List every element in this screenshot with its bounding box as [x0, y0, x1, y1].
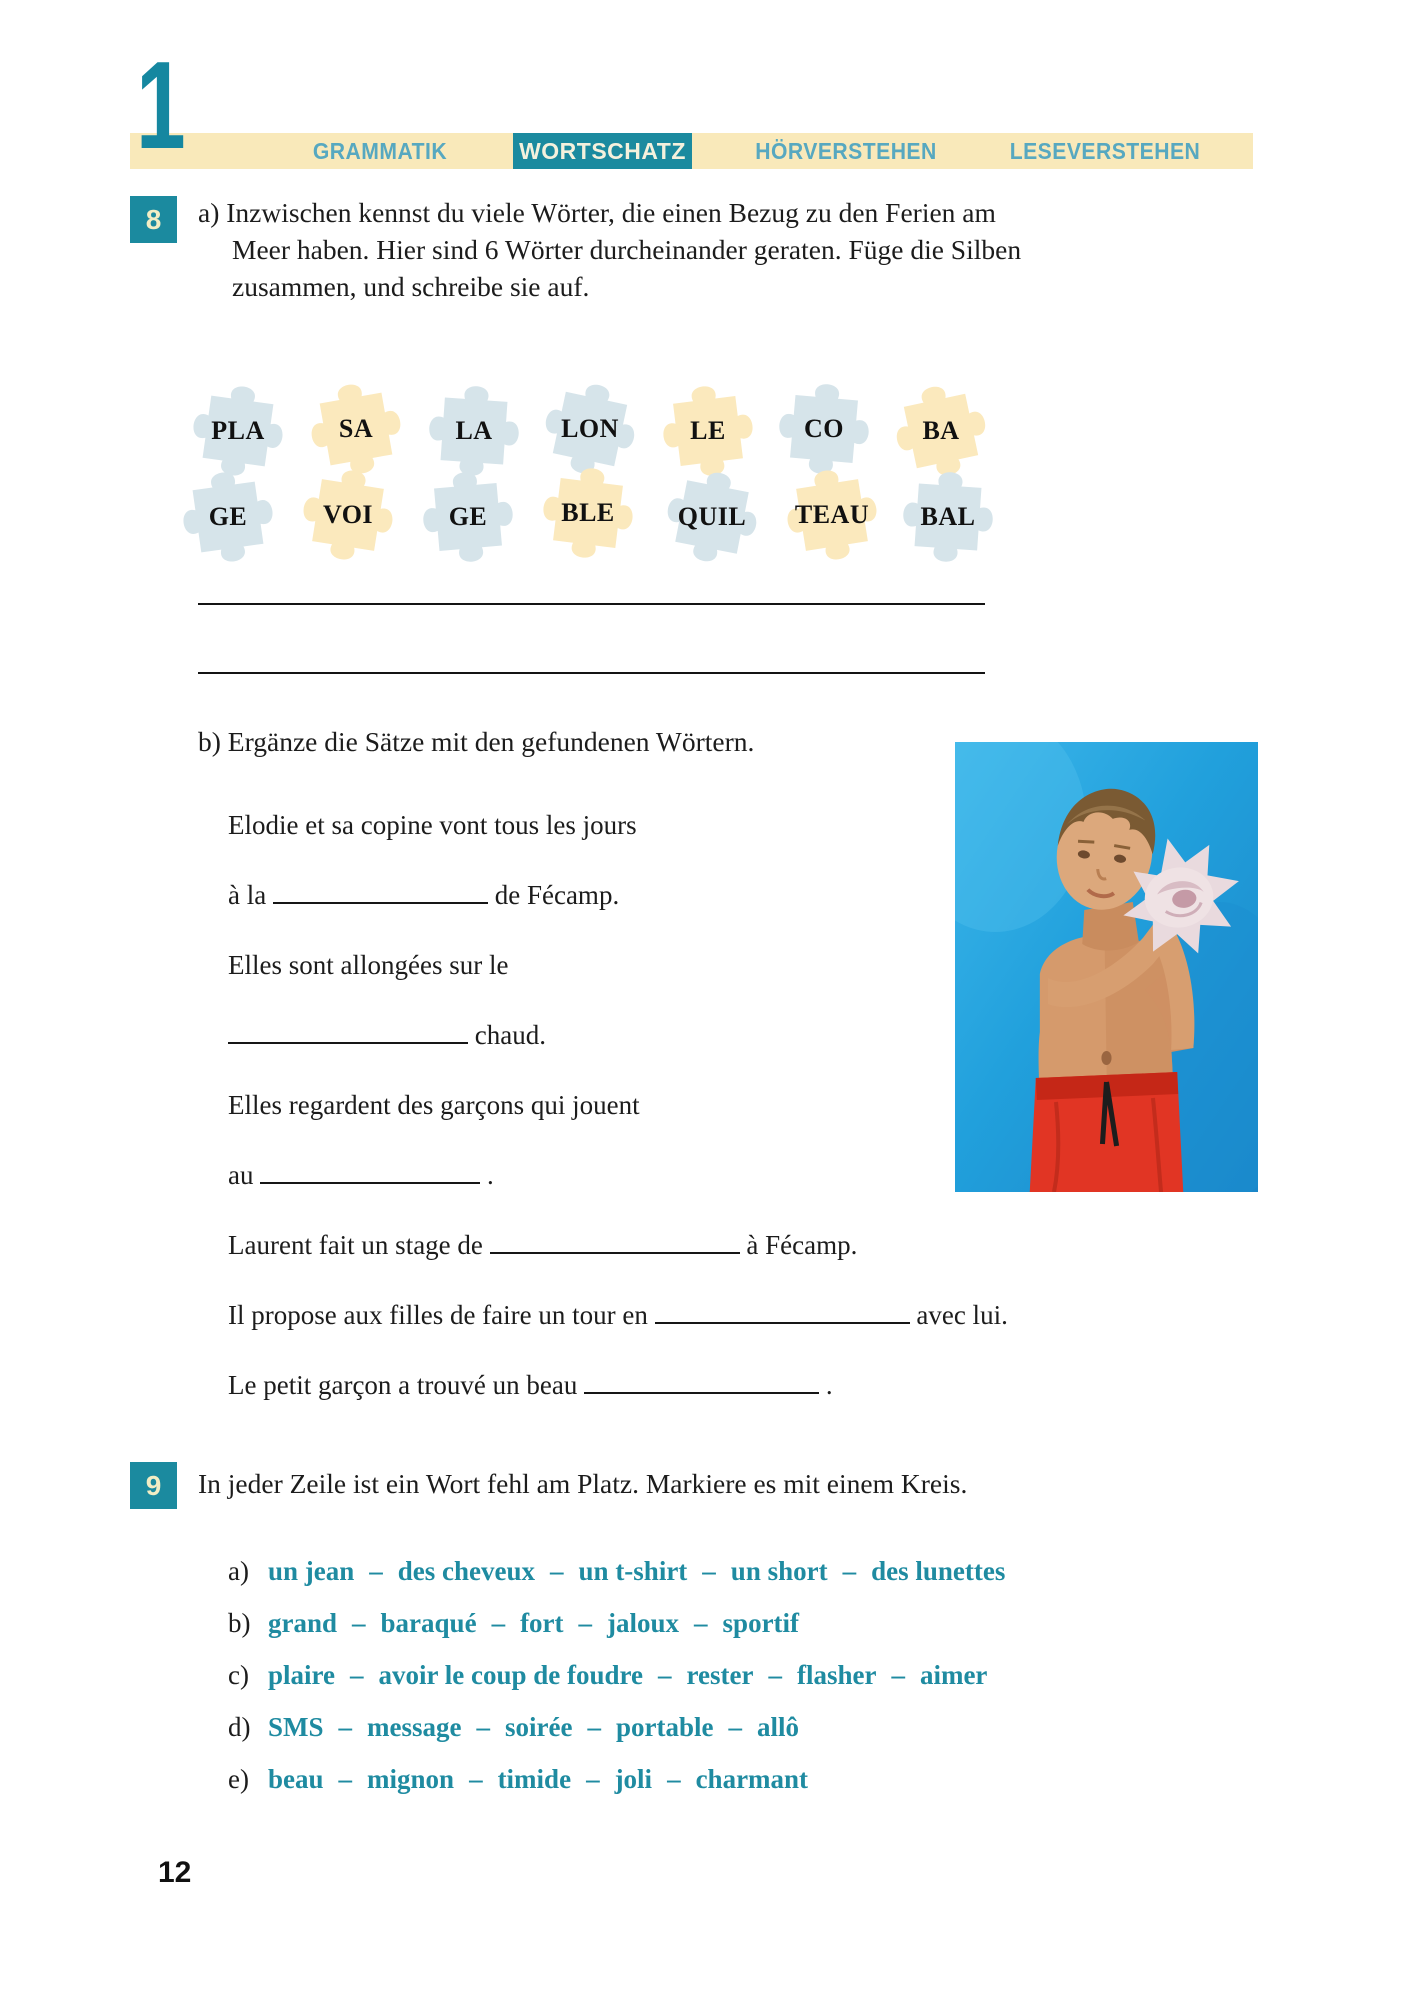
syllable-label: CO: [804, 414, 844, 443]
exercise-8b-text: b) Ergänze die Sätze mit den gefundenen Wörtern.: [198, 726, 755, 757]
word-separator: –: [842, 1556, 857, 1586]
word-row: [228, 1712, 1005, 1748]
row-label: c): [228, 1660, 249, 1690]
word-separator: –: [587, 1712, 601, 1742]
puzzle-piece-icon: [776, 459, 888, 571]
vocabulary-word: jaloux: [607, 1608, 680, 1638]
vocabulary-word: grand: [268, 1608, 338, 1638]
word-separator: –: [891, 1660, 905, 1690]
word-separator: –: [476, 1712, 491, 1742]
puzzle-piece-icon: [532, 457, 644, 569]
word-separator: –: [702, 1556, 716, 1586]
exercise-9-text: In jeder Zeile ist ein Wort fehl am Platz. Markiere es mit einem Kreis.: [198, 1468, 968, 1499]
word-separator: –: [369, 1556, 383, 1586]
syllable-label: LE: [690, 416, 726, 445]
word-separator: –: [550, 1556, 564, 1586]
vocabulary-word: charmant: [695, 1764, 809, 1794]
word-separator: –: [469, 1764, 483, 1794]
sentence-text: de Fécamp.: [487, 880, 620, 910]
exercise-8b-label: b): [198, 726, 221, 757]
sentence-text: Laurent fait un stage de: [228, 1230, 490, 1260]
syllable-label: SA: [338, 414, 374, 443]
vocabulary-word: un t-shirt: [578, 1556, 688, 1586]
sentence-text: Elles sont allongées sur le: [228, 950, 509, 980]
vocabulary-word: mignon: [367, 1764, 455, 1794]
vocabulary-word: allô: [756, 1712, 799, 1742]
exercise-8a-text: a) Inzwischen kennst du viele Wörter, die einen Bezug zu den Ferien am Meer haben. Hier sind 6 Wörter durcheinander geraten. Füge die Silben zusammen, und schreibe sie auf.: [198, 197, 1022, 302]
sentence-line: [228, 1300, 1388, 1337]
tab-leseverstehen: LESEVERSTEHEN: [1009, 138, 1201, 164]
puzzle-piece-icon: [412, 461, 524, 573]
vocabulary-word: soirée: [505, 1712, 573, 1742]
vocabulary-word: fort: [520, 1608, 564, 1638]
vocabulary-word: message: [367, 1712, 462, 1742]
sentence-text: à la: [228, 880, 273, 910]
syllable-label: TEAU: [794, 500, 870, 529]
sentence-line: [228, 1370, 1388, 1407]
word-separator: –: [728, 1712, 742, 1742]
syllable-label: BA: [922, 416, 960, 445]
word-separator: –: [491, 1608, 506, 1638]
word-separator: –: [350, 1660, 364, 1690]
exercise-8-number: 8: [130, 196, 177, 243]
vocabulary-word: flasher: [796, 1660, 877, 1690]
tab-grammatik: GRAMMATIK: [312, 138, 448, 164]
syllable-label: PLA: [211, 416, 265, 445]
page-number: 12: [158, 1856, 192, 1889]
vocabulary-word: plaire: [268, 1660, 335, 1690]
word-separator: –: [578, 1608, 593, 1638]
sentence-text: au: [228, 1160, 261, 1190]
vocabulary-word: un jean: [268, 1556, 355, 1586]
vocabulary-word: un short: [730, 1556, 828, 1586]
row-label: e): [228, 1764, 249, 1794]
exercise-9-number: 9: [130, 1462, 177, 1509]
answer-line: [198, 672, 985, 674]
exercise-8a-label: a): [198, 197, 220, 228]
vocabulary-word: avoir le coup de foudre: [378, 1660, 644, 1690]
vocabulary-word: des lunettes: [871, 1556, 1006, 1586]
syllable-label: GE: [448, 502, 488, 531]
boy-with-seashell-illustration: [955, 742, 1258, 1192]
row-label: b): [228, 1608, 251, 1638]
row-label: d): [228, 1712, 251, 1742]
vocabulary-word: joli: [614, 1764, 653, 1794]
fill-in-blank: [655, 1300, 910, 1324]
sentence-text: chaud.: [468, 1020, 546, 1050]
word-row: [228, 1556, 1005, 1592]
boy-with-seashell-photo: [955, 742, 1258, 1192]
sentence-text: avec lui.: [909, 1300, 1008, 1330]
vocabulary-word: sportif: [722, 1608, 800, 1638]
syllable-label: VOI: [322, 500, 374, 529]
vocabulary-word: des cheveux: [397, 1556, 536, 1586]
puzzle-piece-icon: [892, 461, 1004, 573]
tab-wortschatz: WORTSCHATZ: [513, 133, 692, 169]
vocabulary-word: rester: [686, 1660, 754, 1690]
syllable-label: BLE: [561, 498, 615, 527]
word-separator: –: [586, 1764, 600, 1794]
fill-in-blank: [228, 1020, 468, 1044]
word-row: [228, 1764, 1005, 1800]
sentence-text: .: [480, 1160, 494, 1190]
sentence-text: .: [819, 1370, 833, 1400]
vocabulary-word: timide: [497, 1764, 572, 1794]
answer-line: [198, 603, 985, 605]
fill-in-blank: [260, 1160, 480, 1184]
word-separator: –: [338, 1764, 353, 1794]
sentence-text: à Fécamp.: [739, 1230, 858, 1260]
vocabulary-word: portable: [615, 1712, 714, 1742]
sentence-text: Elodie et sa copine vont tous les jours: [228, 810, 637, 840]
puzzle-piece-icon: [656, 461, 768, 573]
syllable-label: BAL: [920, 502, 976, 531]
word-row: [228, 1660, 1005, 1696]
fill-in-blank: [490, 1230, 740, 1254]
fill-in-blank: [584, 1370, 819, 1394]
fill-in-blank: [273, 880, 488, 904]
row-label: a): [228, 1556, 249, 1586]
word-separator: –: [338, 1712, 353, 1742]
vocabulary-word: SMS: [268, 1712, 324, 1742]
sentence-text: Le petit garçon a trouvé un beau: [228, 1370, 585, 1400]
syllable-label: LON: [561, 414, 619, 443]
sentence-text: Elles regardent des garçons qui jouent: [228, 1090, 640, 1120]
puzzle-piece-icon: [172, 461, 284, 573]
tab-hoerverstehen: HÖRVERSTEHEN: [755, 138, 937, 164]
syllable-label: LA: [455, 416, 493, 445]
puzzle-piece-icon: [292, 459, 404, 571]
tab-bar: [130, 133, 1253, 169]
word-separator: –: [667, 1764, 681, 1794]
word-rows: [228, 1556, 1005, 1816]
vocabulary-word: baraqué: [380, 1608, 477, 1638]
word-separator: –: [694, 1608, 708, 1638]
sentence-line: [228, 1230, 1388, 1267]
word-separator: –: [768, 1660, 782, 1690]
vocabulary-word: aimer: [919, 1660, 988, 1690]
word-separator: –: [352, 1608, 366, 1638]
word-row: [228, 1608, 1005, 1644]
syllable-label: QUIL: [677, 502, 747, 531]
unit-number: 1: [136, 37, 186, 175]
syllable-label: GE: [208, 502, 248, 531]
vocabulary-word: beau: [268, 1764, 324, 1794]
sentence-text: Il propose aux filles de faire un tour en: [228, 1300, 655, 1330]
word-separator: –: [658, 1660, 672, 1690]
